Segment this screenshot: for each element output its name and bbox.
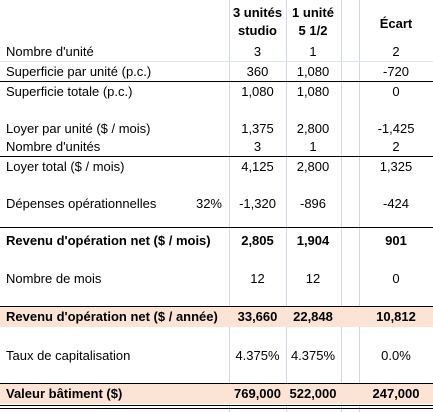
header-col2	[288, 4, 338, 40]
value-unit: -896	[299, 196, 327, 211]
header-col3	[361, 15, 431, 33]
value-studio: 3	[253, 44, 262, 59]
value-studio: 4.375%	[235, 348, 280, 363]
header-col3-label: Écart	[379, 16, 413, 31]
value-ecart: 0.0%	[381, 348, 411, 363]
table-row	[0, 119, 433, 138]
value-studio: 4,125	[241, 159, 274, 174]
value-unit: 22,848	[293, 309, 333, 324]
row-label: Superficie totale (p.c.)	[6, 84, 133, 99]
header-col2-line1: 1 unité	[292, 5, 334, 20]
table-row	[0, 62, 433, 81]
row-label: Loyer par unité ($ / mois)	[6, 121, 151, 136]
table-row	[0, 269, 433, 288]
value-unit: 1,904	[296, 233, 330, 248]
table-row	[0, 231, 433, 250]
table-row	[0, 157, 433, 176]
expense-ratio: 32%	[195, 196, 222, 211]
table-row	[0, 82, 433, 101]
value-unit: 4.375%	[290, 348, 336, 363]
value-ecart: 2	[392, 44, 400, 59]
value-studio: 1,080	[241, 84, 274, 99]
row-label: Valeur bâtiment ($)	[6, 386, 123, 401]
value-ecart: -720	[382, 64, 410, 79]
value-unit: 2,800	[296, 159, 330, 174]
value-unit: 1,080	[296, 64, 330, 79]
double-underline	[0, 408, 433, 409]
value-studio: 1,375	[241, 121, 274, 136]
value-studio: -1,320	[239, 196, 276, 211]
value-studio: 12	[250, 271, 265, 286]
header-col1	[231, 4, 284, 40]
value-unit: 2,800	[296, 121, 330, 136]
row-label: Revenu d'opération net ($ / mois)	[6, 233, 211, 248]
value-studio: 2,805	[241, 233, 274, 248]
value-studio: 769,000	[234, 386, 281, 401]
row-label: Revenu d'opération net ($ / année)	[6, 309, 218, 324]
table-row	[0, 346, 433, 365]
header-col2-line2: 5 1/2	[298, 23, 328, 38]
table-row-highlighted	[0, 307, 433, 327]
row-label: Dépenses opérationnelles	[6, 196, 157, 211]
value-ecart: 901	[385, 233, 407, 248]
value-studio: 33,660	[237, 309, 278, 324]
double-underline	[0, 405, 433, 406]
value-unit: 1,080	[296, 84, 330, 99]
value-ecart: -424	[382, 196, 410, 211]
header-col1-line2: studio	[238, 23, 277, 38]
row-label: Taux de capitalisation	[6, 348, 131, 363]
value-studio: 360	[246, 64, 269, 79]
row-label: Nombre d'unité	[6, 44, 94, 59]
value-ecart: 0	[392, 271, 400, 286]
value-ecart: -1,425	[377, 121, 415, 136]
value-ecart: 1,325	[379, 159, 413, 174]
row-label: Nombre d'unités	[6, 139, 101, 154]
table-row	[0, 137, 433, 156]
value-ecart: 0	[392, 84, 400, 99]
value-unit: 1	[309, 139, 317, 154]
table-row-highlighted	[0, 384, 433, 404]
value-unit: 12	[305, 271, 321, 286]
value-unit: 1	[309, 44, 317, 59]
total-rule	[0, 227, 433, 228]
value-ecart: 10,812	[376, 309, 416, 324]
row-label: Loyer total ($ / mois)	[6, 159, 125, 174]
header-col1-line1: 3 unités	[232, 5, 283, 20]
row-label: Nombre de mois	[6, 271, 102, 286]
table-row	[0, 194, 433, 213]
row-label: Superficie par unité (p.c.)	[6, 64, 152, 79]
value-studio: 3	[253, 139, 262, 154]
value-ecart: 2	[392, 139, 400, 154]
table-row	[0, 42, 433, 61]
value-unit: 522,000	[289, 386, 337, 401]
value-ecart: 247,000	[372, 386, 420, 401]
